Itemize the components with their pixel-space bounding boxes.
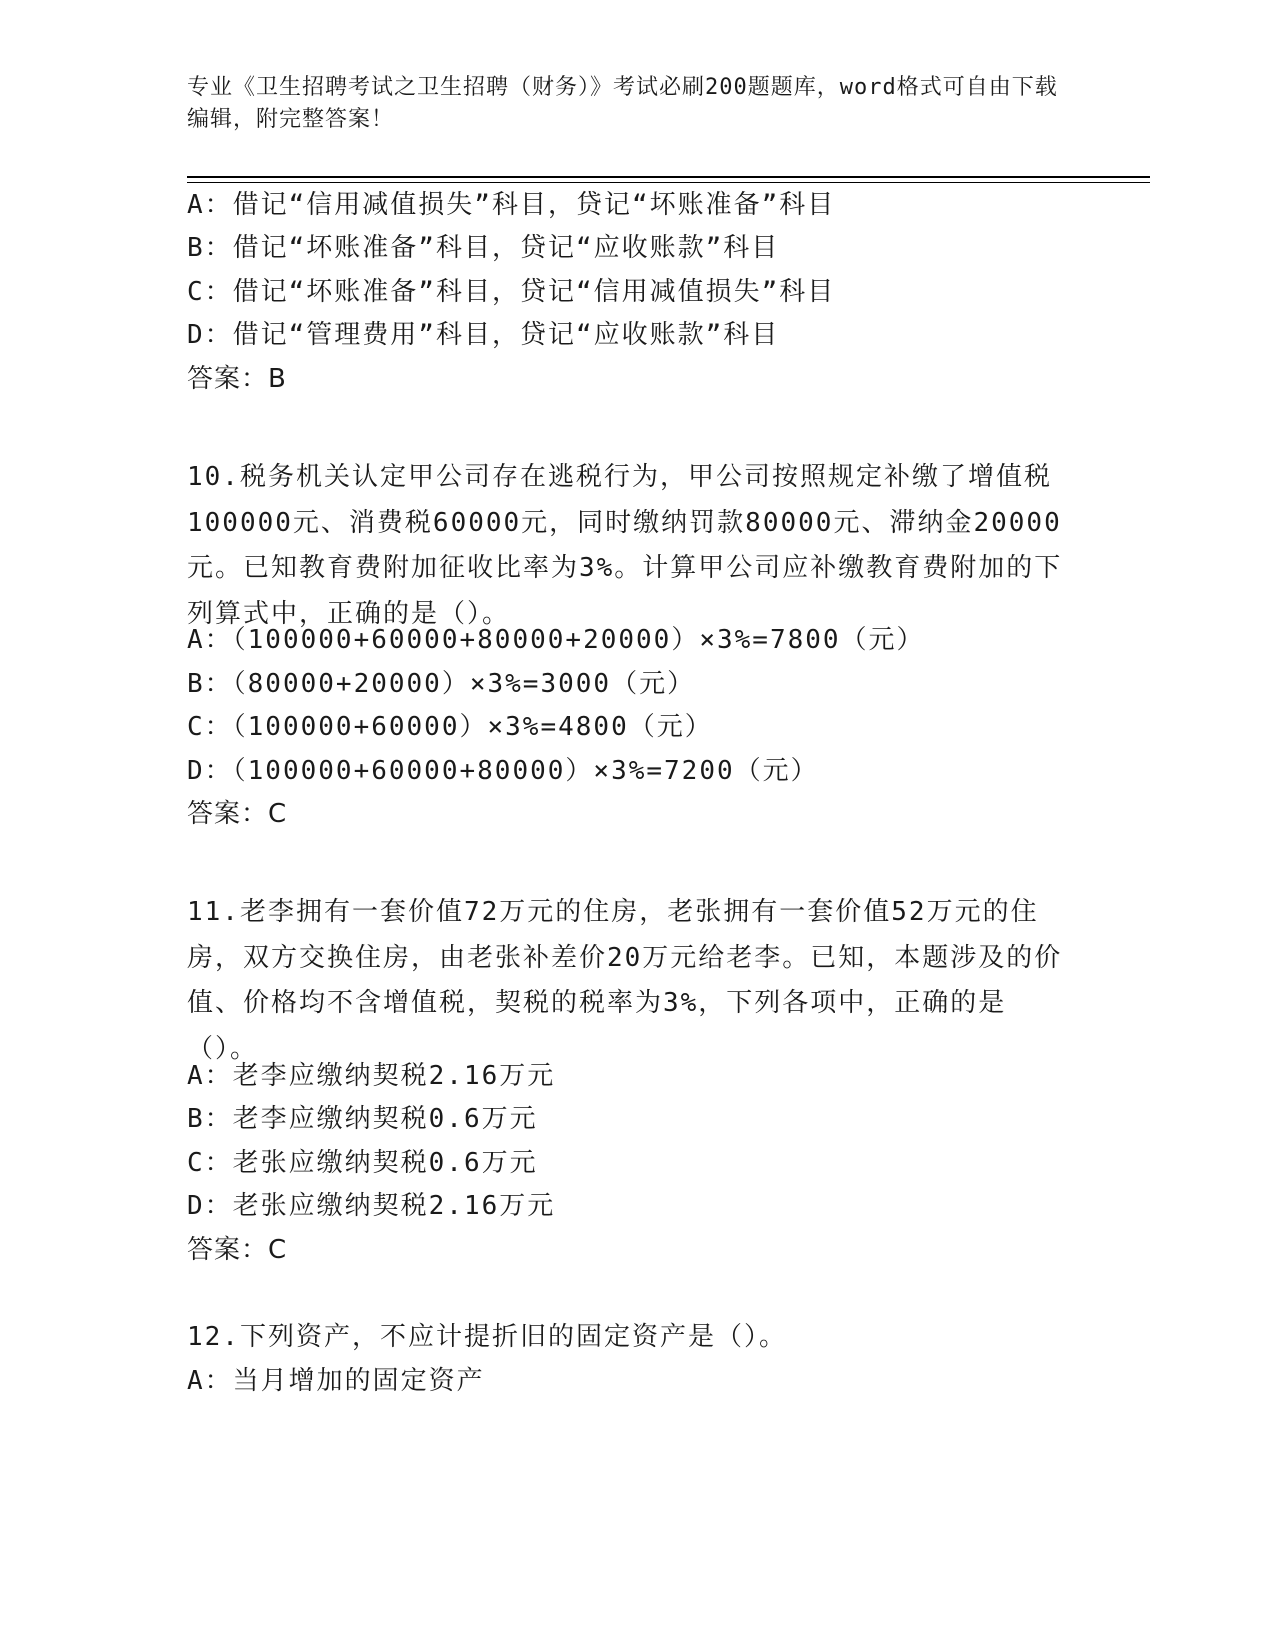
header-divider-thick <box>187 176 1150 178</box>
q12-option-a: A：当月增加的固定资产 <box>187 1366 485 1396</box>
q10-option-c: C：（100000+60000）×3%=4800（元） <box>187 712 713 742</box>
q11-option-a: A：老李应缴纳契税2.16万元 <box>187 1061 556 1091</box>
q9-option-c: C：借记“坏账准备”科目，贷记“信用减值损失”科目 <box>187 277 836 307</box>
q10-option-b: B：（80000+20000）×3%=3000（元） <box>187 669 696 699</box>
q9-option-d: D：借记“管理费用”科目，贷记“应收账款”科目 <box>187 320 780 350</box>
document-header: 专业《卫生招聘考试之卫生招聘（财务）》考试必刷200题题库，word格式可自由下载编辑，附完整答案！ <box>187 75 1058 132</box>
q11-stem: 11.老李拥有一套价值72万元的住房，老张拥有一套价值52万元的住房，双方交换住房，由老张补差价20万元给老李。已知，本题涉及的价值、价格均不含增值税，契税的税率为3%，下列各项中，正确的是（）。 <box>187 897 1063 1064</box>
q9-answer: 答案：B <box>187 364 287 394</box>
q10-option-d: D：（100000+60000+80000）×3%=7200（元） <box>187 756 819 786</box>
q10-option-a: A：（100000+60000+80000+20000）×3%=7800（元） <box>187 625 925 655</box>
q11-answer: 答案：C <box>187 1235 288 1265</box>
header-divider-thin <box>187 182 1150 183</box>
q9-option-a: A：借记“信用减值损失”科目，贷记“坏账准备”科目 <box>187 190 836 220</box>
q11-option-d: D：老张应缴纳契税2.16万元 <box>187 1191 556 1221</box>
q10-stem: 10.税务机关认定甲公司存在逃税行为，甲公司按照规定补缴了增值税100000元、消费税60000元，同时缴纳罚款80000元、滞纳金20000元。已知教育费附加征收比率为3%。计算甲公司应补缴教育费附加的下列算式中，正确的是（）。 <box>187 462 1063 629</box>
q9-option-b: B：借记“坏账准备”科目，贷记“应收账款”科目 <box>187 233 780 263</box>
q10-answer: 答案：C <box>187 799 288 829</box>
q12-stem: 12.下列资产，不应计提折旧的固定资产是（）。 <box>187 1322 787 1352</box>
q11-option-b: B：老李应缴纳契税0.6万元 <box>187 1104 538 1134</box>
q11-option-c: C：老张应缴纳契税0.6万元 <box>187 1148 538 1178</box>
